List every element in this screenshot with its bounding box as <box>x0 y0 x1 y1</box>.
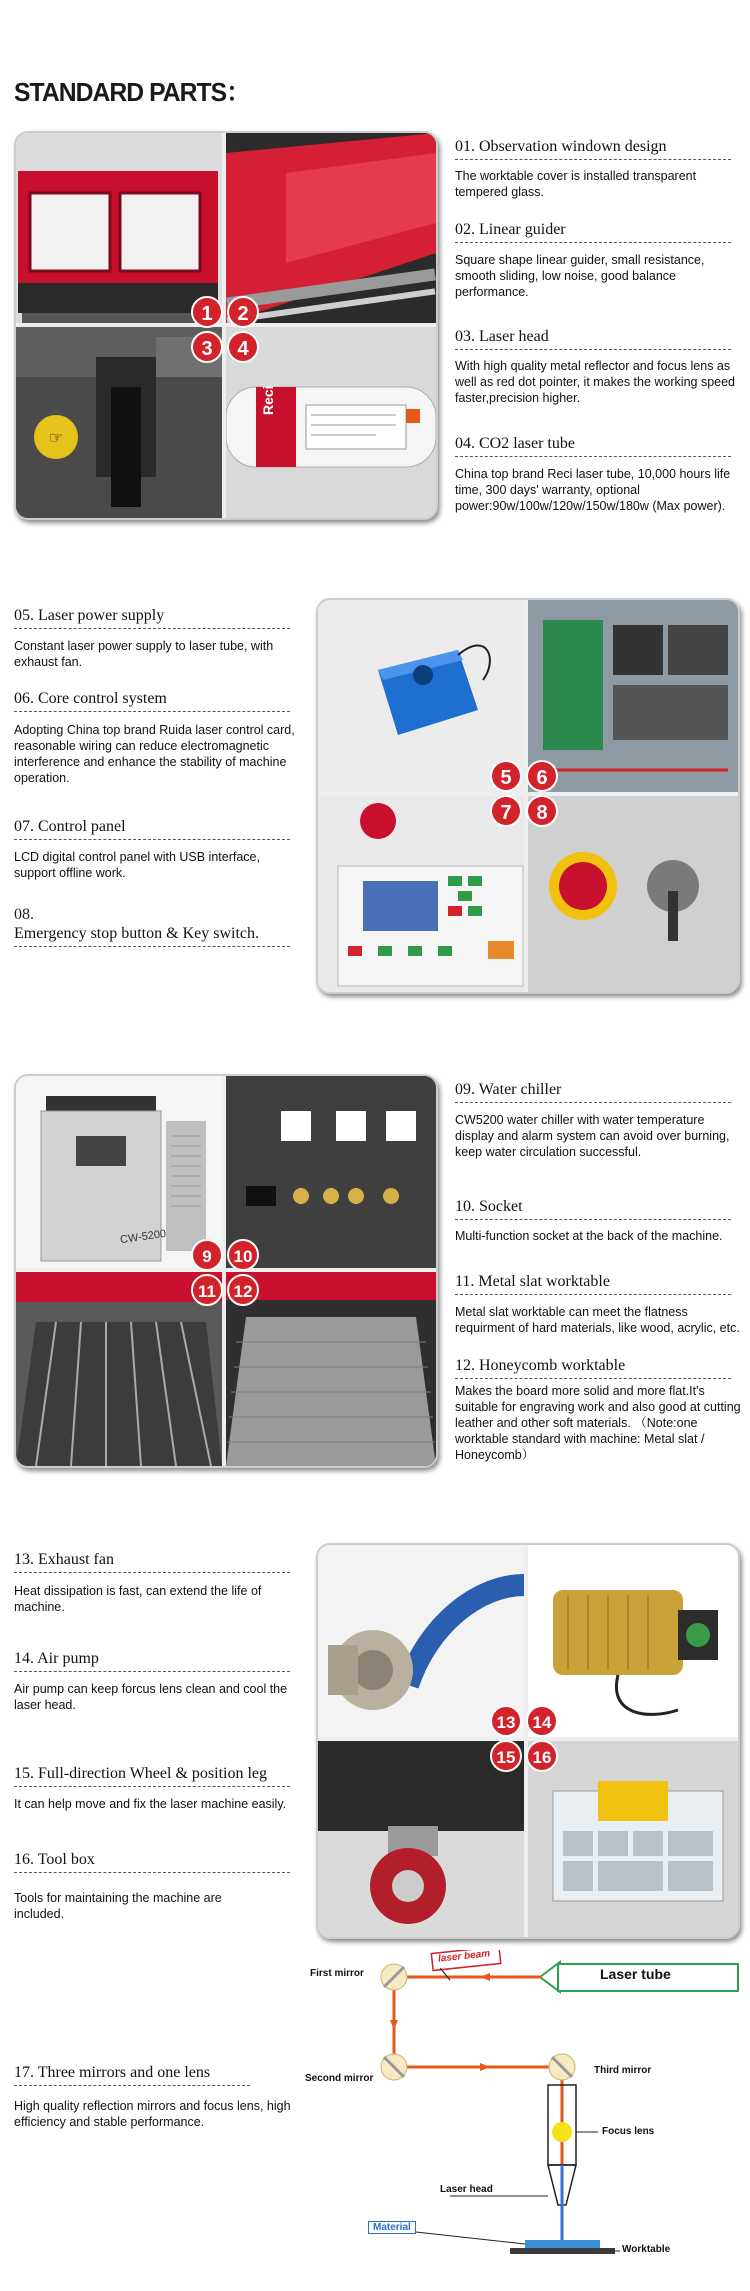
section-desc-11: Metal slat worktable can meet the flatness requirment of hard materials, like wood, acrylic, etc. <box>455 1305 740 1335</box>
photo-air-pump <box>528 1545 738 1737</box>
laser-tube-label: Laser tube <box>600 1966 671 1982</box>
focus-lens-shape <box>552 2122 572 2142</box>
third-mirror-shape <box>549 2054 575 2080</box>
chiller-model-label: CW-5200 <box>119 1227 167 1247</box>
section-title-15: 15. Full-direction Wheel & position leg <box>14 1765 290 1787</box>
worktable-shape <box>510 2248 615 2254</box>
section-title-8-sub: Emergency stop button & Key switch. <box>14 925 290 947</box>
first-mirror-label: First mirror <box>310 1968 364 1979</box>
section-desc-17: High quality reflection mirrors and focus lens, high efficiency and stable performance. <box>14 2099 291 2129</box>
badge-6: 6 <box>526 760 558 792</box>
first-mirror-shape <box>381 1964 407 1990</box>
section-title-13: 13. Exhaust fan <box>14 1551 290 1573</box>
badge-8: 8 <box>526 795 558 827</box>
page-title: STANDARD PARTS： <box>14 77 250 107</box>
laser-head-label: Laser head <box>440 2184 493 2195</box>
section-title-11: 11. Metal slat worktable <box>455 1273 731 1295</box>
section-desc-3: With high quality metal reflector and focus lens as well as red dot pointer, it makes the working speed faster,precision higher. <box>455 359 736 405</box>
material-label: Material <box>368 2221 416 2234</box>
badge-3: 3 <box>191 331 223 363</box>
section-title-5: 05. Laser power supply <box>14 607 290 629</box>
section-desc-14: Air pump can keep forcus lens clean and cool the laser head. <box>14 1682 288 1712</box>
section-desc-6: Adopting China top brand Ruida laser control card, reasonable wiring can reduce electromagnetic interference and enhance the stability of machine operation. <box>14 723 295 785</box>
section-desc-4: China top brand Reci laser tube, 10,000 hours life time, 300 days' warranty, optional power:90w/100w/120w/150w/180w (Max power). <box>455 467 731 513</box>
badge-5: 5 <box>490 760 522 792</box>
section-desc-2: Square shape linear guider, small resistance, smooth sliding, low noise, good balance performance. <box>455 253 705 299</box>
section-desc-7: LCD digital control panel with USB interface, support offline work. <box>14 850 260 880</box>
parts-photo-panel-2 <box>316 598 740 994</box>
section-desc-16: Tools for maintaining the machine are included. <box>14 1891 222 1921</box>
section-title-6: 06. Core control system <box>14 690 290 712</box>
photo-water-chiller <box>16 1076 222 1268</box>
section-title-4: 04. CO2 laser tube <box>455 435 731 457</box>
section-title-14: 14. Air pump <box>14 1650 290 1672</box>
photo-observation-window <box>16 133 222 323</box>
parts-photo-panel-3 <box>14 1074 438 1468</box>
parts-photo-panel-1 <box>14 131 438 520</box>
section-title-1: 01. Observation windown design <box>455 138 731 160</box>
second-mirror-label: Second mirror <box>305 2073 374 2084</box>
section-title-16: 16. Tool box <box>14 1851 290 1873</box>
badge-4: 4 <box>227 331 259 363</box>
section-desc-15: It can help move and fix the laser machine easily. <box>14 1797 287 1811</box>
badge-7: 7 <box>490 795 522 827</box>
section-desc-10: Multi-function socket at the back of the machine. <box>455 1229 723 1243</box>
photo-honeycomb-worktable <box>226 1272 436 1466</box>
section-title-3: 03. Laser head <box>455 328 731 350</box>
section-desc-12: Makes the board more solid and more flat.It's suitable for engraving work and also good at cutting leather and other soft materials. （Note:one worktable standard with machine: Metal slat / Honeycomb） <box>455 1384 741 1462</box>
badge-9: 9 <box>191 1239 223 1271</box>
focus-lens-label: Focus lens <box>602 2126 655 2137</box>
photo-laser-head <box>16 327 222 518</box>
photo-co2-laser-tube <box>226 327 436 518</box>
photo-emergency-stop-key <box>528 796 738 992</box>
badge-14: 14 <box>526 1705 558 1737</box>
photo-metal-slat-worktable <box>16 1272 222 1466</box>
photo-tool-box <box>528 1741 738 1937</box>
badge-16: 16 <box>526 1740 558 1772</box>
laser-beam-label: laser beam <box>437 1948 491 1965</box>
badge-2: 2 <box>227 296 259 328</box>
reci-label: Reci <box>260 385 276 415</box>
optical-path-diagram <box>300 1950 750 2286</box>
section-title-10: 10. Socket <box>455 1198 731 1220</box>
worktable-label: Worktable <box>622 2244 671 2255</box>
section-title-7: 07. Control panel <box>14 818 290 840</box>
photo-core-control-system <box>528 600 738 792</box>
section-desc-13: Heat dissipation is fast, can extend the life of machine. <box>14 1584 262 1614</box>
badge-10: 10 <box>227 1239 259 1271</box>
section-title-8: 08. <box>14 906 34 923</box>
section-title-12: 12. Honeycomb worktable <box>455 1357 731 1379</box>
section-title-17: 17. Three mirrors and one lens <box>14 2064 250 2086</box>
badge-11: 11 <box>191 1274 223 1306</box>
photo-linear-guider <box>226 133 436 323</box>
photo-socket <box>226 1076 436 1268</box>
badge-15: 15 <box>490 1740 522 1772</box>
parts-photo-panel-4 <box>316 1543 740 1939</box>
badge-1: 1 <box>191 296 223 328</box>
photo-laser-power-supply <box>318 600 524 792</box>
section-desc-5: Constant laser power supply to laser tube, with exhaust fan. <box>14 639 274 669</box>
section-desc-1: The worktable cover is installed transparent tempered glass. <box>455 169 697 199</box>
material-shape <box>525 2240 600 2248</box>
photo-control-panel <box>318 796 524 992</box>
section-desc-9: CW5200 water chiller with water temperature display and alarm system can avoid over burning, keep water circulation successful. <box>455 1113 730 1159</box>
second-mirror-shape <box>381 2054 407 2080</box>
third-mirror-label: Third mirror <box>594 2065 652 2076</box>
badge-12: 12 <box>227 1274 259 1306</box>
photo-exhaust-fan <box>318 1545 524 1737</box>
optical-path-svg <box>300 1950 750 2286</box>
photo-wheel-position-leg <box>318 1741 524 1937</box>
section-title-2: 02. Linear guider <box>455 221 731 243</box>
svg-text:☞: ☞ <box>48 430 64 447</box>
section-title-9: 09. Water chiller <box>455 1081 731 1103</box>
badge-13: 13 <box>490 1705 522 1737</box>
